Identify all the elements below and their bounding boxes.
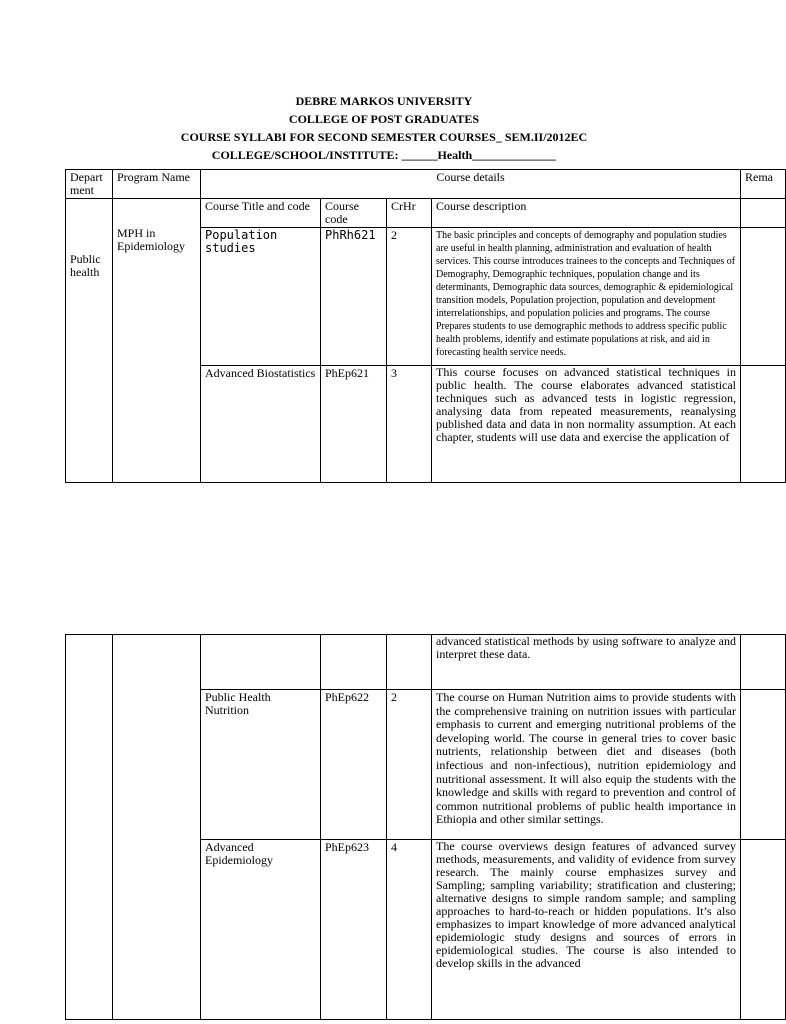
school-line: COLLEGE/SCHOOL/INSTITUTE: ______Health______________ (211, 148, 557, 162)
course-crhr (387, 635, 432, 690)
remarks-cell (741, 199, 786, 228)
header-course-details: Course details (201, 170, 741, 199)
department-cell: Public health (66, 199, 113, 483)
course-crhr: 2 (387, 690, 432, 840)
course-title: Public Health Nutrition (201, 690, 321, 840)
course-title: Advanced Epidemiology (201, 840, 321, 1020)
course-table-page-1 (65, 169, 786, 483)
course-table-page-2 (65, 634, 786, 1020)
course-crhr: 4 (387, 840, 432, 1020)
course-code (321, 635, 387, 690)
course-description: The course on Human Nutrition aims to provide students with the comprehensive training on nutrition issues with particular emphasis to current and emerging nutritional problems of the developing world. The course in general tries to cover basic nutrients, relationship between diet and diseases (both infectious and non-infectious), nutrition epidemiology and nutritional assessment. It will also equip the students with the knowledge and skills with regard to prevention and control of common nutritional problems of public health importance in Ethiopia and other similar settings. (432, 690, 741, 840)
course-code: PhEp621 (321, 366, 387, 483)
course-description: The basic principles and concepts of demography and population studies are useful in health planning, administration and evaluation of health services. This course introduces trainees to the concepts and Techniques of Demography, Demographic techniques, population change and its determinants, Demographic data sources, demographic & epidemiological transition models, Population projection, population and development interrelationships, and population policies and programs. The course Prepares students to use demographic methods to address specific public health problems, identify and estimate populations at risk, and aid in forecasting health service needs. (432, 228, 741, 366)
course-code: PhRh621 (321, 228, 387, 366)
course-code: PhEp623 (321, 840, 387, 1020)
course-description-text: This course focuses on advanced statistical techniques in public health. The course elaborates advanced statistical techniques such as advanced tests in logistic regression, analysing data from repeated measurements, reanalysing published data and data in non normality assumption. At each chapter, students will use data and exercise the application of (436, 365, 737, 444)
course-crhr: 2 (387, 228, 432, 366)
program-cell (113, 635, 201, 1020)
program-cell: MPH in Epidemiology (113, 199, 201, 483)
course-description (432, 840, 741, 1020)
course-title: Advanced Biostatistics (201, 366, 321, 483)
subheader-crhr: CrHr (387, 199, 432, 228)
course-title: Population studies (201, 228, 321, 366)
department-cell (66, 635, 113, 1020)
remarks-cell (741, 228, 786, 366)
header-department: Depart ment (66, 170, 113, 199)
subheader-description: Course description (432, 199, 741, 228)
syllabi-title: COURSE SYLLABI FOR SECOND SEMESTER COURSES_ SEM.II/2012EC (180, 130, 588, 144)
course-description-text: The course overviews design features of advanced survey methods, measurements, and validity of evidence from survey research. The mainly course emphasizes survey and Sampling; sampling variability; stratification and clustering; alternative designs to simple random sample; and sampling approaches to hard-to-reach or hidden populations. It’s also emphasizes to impart knowledge of more advanced analytical epidemiologic study designs and sources of errors in epidemiological studies. The course is also intended to develop skills in the advanced (436, 839, 736, 970)
course-code: PhEp622 (321, 690, 387, 840)
course-description: advanced statistical methods by using software to analyze and interpret these data. (432, 635, 741, 690)
course-title (201, 635, 321, 690)
university-name: DEBRE MARKOS UNIVERSITY (295, 94, 473, 108)
header-program: Program Name (113, 170, 201, 199)
remarks-cell (741, 840, 786, 1020)
remarks-cell (741, 366, 786, 483)
remarks-cell (741, 635, 786, 690)
course-description (432, 366, 741, 483)
document-header (0, 92, 768, 164)
header-remarks: Rema (741, 170, 786, 199)
subheader-title-code: Course Title and code (201, 199, 321, 228)
college-name: COLLEGE OF POST GRADUATES (288, 112, 480, 126)
course-crhr: 3 (387, 366, 432, 483)
remarks-cell (741, 690, 786, 840)
subheader-course-code: Course code (321, 199, 387, 228)
